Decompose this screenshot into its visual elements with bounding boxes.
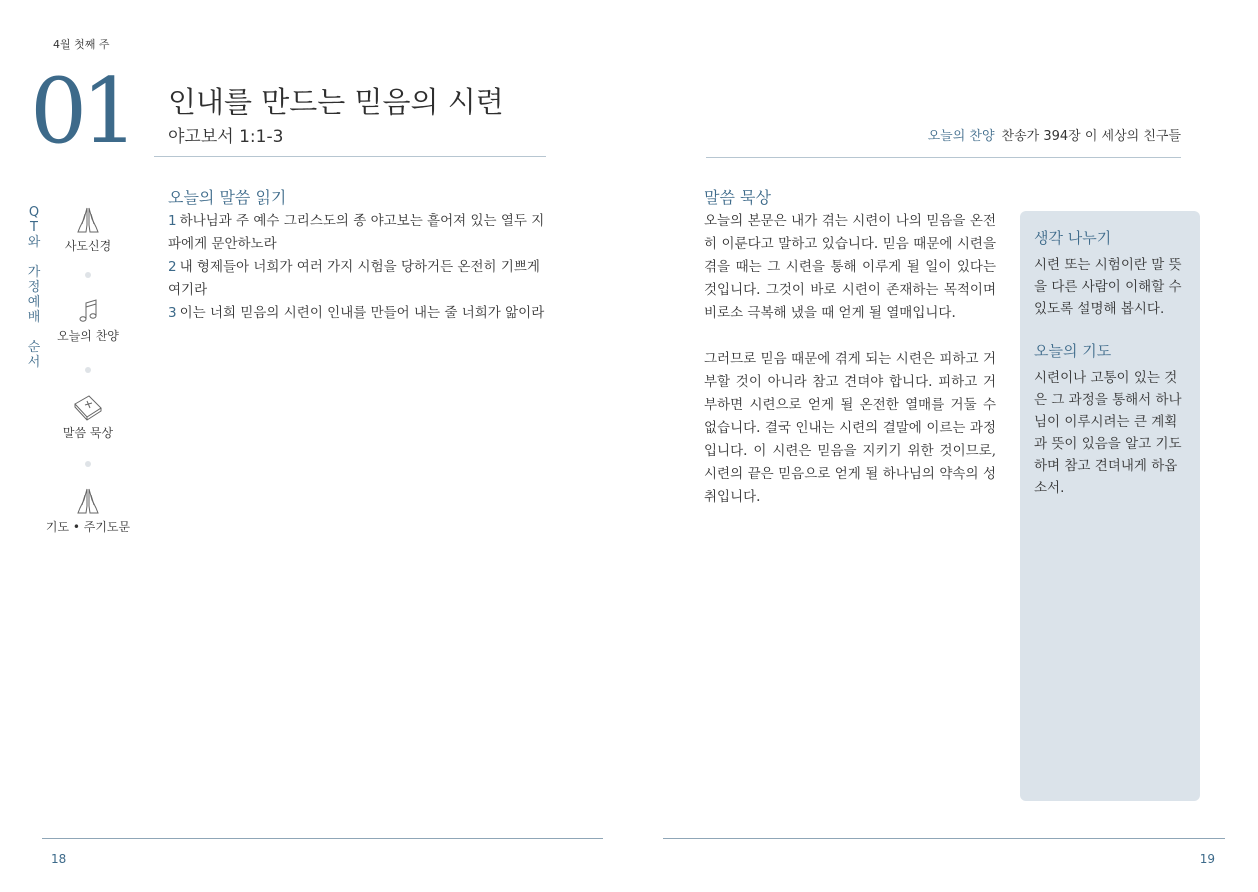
verse-number: 1 [168, 213, 177, 229]
side-label-char: Q [28, 205, 40, 220]
praying-hands-icon [73, 486, 103, 516]
side-label-char: 예 [27, 295, 41, 310]
order-step-label: 말씀 묵상 [62, 426, 114, 440]
order-separator-dot [85, 272, 91, 278]
side-label-char: T [30, 220, 38, 235]
side-label-char: 와 [27, 235, 41, 250]
verse-text: 내 형제들아 너희가 여러 가지 시험을 당하거든 온전히 기쁘게 여기라 [168, 259, 540, 298]
order-step-prayer [38, 486, 138, 535]
order-separator-dot [85, 461, 91, 467]
bible-icon [71, 392, 105, 422]
verse-text: 이는 너희 믿음의 시련이 인내를 만들어 내는 줄 너희가 앎이라 [179, 305, 545, 321]
divider-right-bottom [663, 838, 1225, 839]
verse-text: 하나님과 주 예수 그리스도의 종 야고보는 흩어져 있는 열두 지파에게 문안하노라 [168, 213, 545, 252]
spacer [1034, 320, 1186, 340]
verse-number: 2 [168, 259, 177, 275]
side-label-char: 정 [27, 280, 41, 295]
order-step-label: 오늘의 찬양 [57, 329, 119, 343]
page-title: 인내를 만드는 믿음의 시련 [168, 85, 504, 119]
divider-left-top [154, 156, 546, 157]
verse-list [168, 210, 548, 325]
verse [168, 256, 548, 302]
side-label-char: 가 [27, 265, 41, 280]
hymn-value: 찬송가 394장 이 세상의 친구들 [1001, 129, 1181, 144]
order-step-label: 기도 • 주기도문 [45, 520, 131, 534]
divider-right-top [706, 157, 1181, 158]
prayer-heading: 오늘의 기도 [1034, 342, 1112, 360]
order-step-label: 사도신경 [64, 239, 112, 253]
side-label-char: 순 [27, 340, 41, 355]
order-step-meditation [38, 392, 138, 441]
scripture-reference: 야고보서 1:1-3 [168, 127, 284, 147]
verse [168, 302, 548, 325]
order-step-creed [38, 205, 138, 254]
meditation-paragraph: 그러므로 믿음 때문에 겪게 되는 시련은 피하고 거부할 것이 아니라 참고 견뎌야 합니다. 피하고 거부하면 시련으로 얻게 될 온전한 열매를 거둘 수 없습니다. 결국 인내는 시련의 결말에 이르는 과정입니다. 이 시련은 믿음을 지키기 위한 것이므로, 시련의 끝은 믿음으로 얻게 될 하나님의 약속의 성취입니다. [704, 351, 996, 505]
week-label: 4월 첫째 주 [53, 38, 110, 51]
share-text: 시련 또는 시험이란 말 뜻을 다른 사람이 이해할 수 있도록 설명해 봅시다. [1034, 257, 1182, 317]
page-number-left: 18 [51, 852, 67, 866]
prayer-text: 시련이나 고통이 있는 것은 그 과정을 통해서 하나님이 이루시려는 큰 계획과 뜻이 있음을 알고 기도하며 참고 견뎌내게 하옵소서. [1034, 370, 1182, 496]
meditation-body [704, 210, 996, 509]
reading-heading: 오늘의 말씀 읽기 [168, 188, 287, 207]
side-label-char: 배 [27, 310, 41, 325]
music-note-icon [73, 297, 103, 325]
praying-hands-icon [73, 205, 103, 235]
share-heading: 생각 나누기 [1034, 229, 1112, 247]
meditation-paragraph: 오늘의 본문은 내가 겪는 시련이 나의 믿음을 온전히 이룬다고 말하고 있습니다. 믿음 때문에 시련을 겪을 때는 그 시련을 통해 이루게 될 일이 있다는 것입니다. 그것이 바로 시련이 존재하는 목적이며 비로소 극복해 냈을 때 얻게 될 열매입니다. [704, 213, 996, 321]
lesson-number: 01 [30, 59, 133, 164]
divider-left-bottom [42, 838, 603, 839]
verse-number: 3 [168, 305, 177, 321]
order-separator-dot [85, 367, 91, 373]
sharing-prayer-box [1020, 211, 1200, 801]
page-number-right: 19 [1199, 852, 1215, 866]
verse [168, 210, 548, 256]
hymn-label: 오늘의 찬양 [927, 129, 995, 144]
todays-hymn [928, 125, 1181, 144]
side-label-char: 서 [27, 355, 41, 370]
order-step-hymn [38, 297, 138, 344]
meditation-heading: 말씀 묵상 [704, 188, 771, 207]
